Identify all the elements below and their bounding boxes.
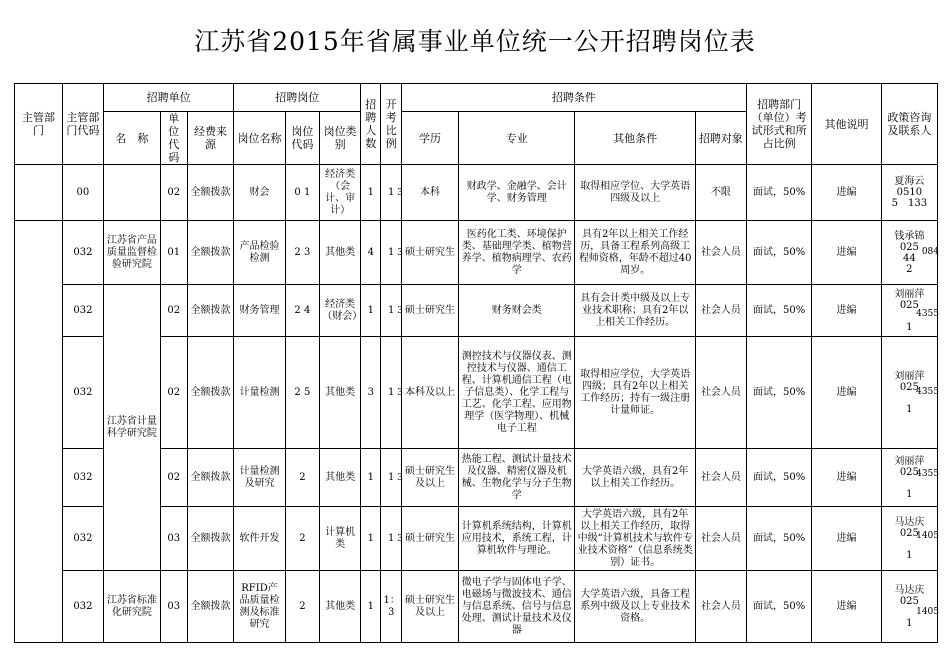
contact-name: 钱承锦: [894, 230, 925, 242]
header-dept: 主管部门: [15, 84, 63, 165]
header-exam: 招聘部门（单位）考试形式和所占比例: [746, 84, 811, 165]
major-cell: 热能工程、测试计量技术及仪器、精密仪器及机械、生物化学与分子生物学: [459, 449, 575, 507]
header-unit-name: 名 称: [103, 112, 160, 165]
major-cell: 财务财会类: [459, 285, 575, 337]
other-cond-cell: 取得相应学位，大学英语四级；具有2年以上相关工作经历；持有一级注册计量师证。: [575, 337, 695, 449]
header-contact: 政策咨询及联系人: [881, 84, 937, 165]
unit-code-cell: 03: [160, 571, 187, 643]
funding-cell: 全额拨款: [187, 571, 234, 643]
post-type-cell: 其他类: [320, 221, 361, 285]
contact-cell: [881, 449, 937, 507]
funding-cell: 全额拨款: [187, 165, 234, 221]
count-cell: 1: [361, 285, 381, 337]
target-cell: 社会人员: [695, 337, 746, 449]
education-cell: 硕士研究生及以上: [401, 449, 458, 507]
contact-cell: [881, 221, 937, 285]
dept-code-cell: 032: [62, 221, 103, 285]
notes-cell: 进编: [812, 221, 881, 285]
dept-code-cell: 032: [62, 507, 103, 571]
funding-cell: 全额拨款: [187, 221, 234, 285]
target-cell: 社会人员: [695, 507, 746, 571]
header-funding: 经费来源: [187, 112, 234, 165]
post-name-cell: 产品检验检测: [234, 221, 285, 285]
contact-cell: [881, 507, 937, 571]
contact-extension: 2: [906, 263, 913, 275]
exam-cell: 面试，50%: [746, 449, 811, 507]
post-name-cell: 财务管理: [234, 285, 285, 337]
unit-code-cell: 02: [160, 337, 187, 449]
major-cell: 医药化工类、环境保护类、基础理学类、植物营养学、植物病理学、农药学: [459, 221, 575, 285]
count-cell: 1: [361, 507, 381, 571]
contact-area: 025: [899, 466, 919, 478]
funding-cell: 全额拨款: [187, 337, 234, 449]
unit-name-cell: 江苏省产品质量监督检验研究院: [103, 221, 160, 285]
header-education: 学历: [401, 112, 458, 165]
ratio-cell: [381, 449, 401, 507]
post-code-cell: 2: [285, 507, 320, 571]
ratio-overflow: 3: [397, 248, 403, 258]
header-post-group: 招聘岗位: [234, 84, 361, 112]
post-type-cell: 其他类: [320, 449, 361, 507]
header-count: 招聘人数: [361, 84, 381, 165]
header-ratio: 开考比例: [381, 84, 401, 165]
header-post-type: 岗位类别: [320, 112, 361, 165]
count-cell: 3: [361, 337, 381, 449]
contact-overflow: 4355: [916, 387, 939, 397]
header-target: 招聘对象: [695, 112, 746, 165]
ratio-value: 1: [388, 471, 395, 483]
count-cell: 1: [361, 449, 381, 507]
target-cell: 社会人员: [695, 285, 746, 337]
dept-code-cell: 032: [62, 285, 103, 337]
contact-name: 马达庆: [894, 516, 925, 528]
contact-number: 1: [906, 549, 913, 561]
contact-area: 025: [899, 527, 919, 539]
dept-code-cell: 032: [62, 571, 103, 643]
funding-cell: 全额拨款: [187, 507, 234, 571]
contact-area: 025: [899, 595, 919, 607]
exam-cell: 面试，50%: [746, 507, 811, 571]
table-row: [15, 221, 938, 285]
dept-cell: [15, 165, 63, 221]
ratio-cell: [381, 221, 401, 285]
ratio-overflow: 3: [397, 306, 403, 316]
major-cell: 财政学、金融学、会计学、财务管理: [459, 165, 575, 221]
header-post-name: 岗位名称: [234, 112, 285, 165]
contact-area: 025: [899, 299, 919, 311]
post-code-cell: 2 5: [285, 337, 320, 449]
exam-cell: 面试，50%: [746, 285, 811, 337]
post-code-cell: 2 4: [285, 285, 320, 337]
header-unit-group: 招聘单位: [103, 84, 234, 112]
post-code-cell: 0 1: [285, 165, 320, 221]
contact-overflow: 084: [921, 247, 939, 257]
contact-number: 5 133: [891, 198, 928, 209]
ratio-cell: [381, 165, 401, 221]
contact-name: 刘丽萍: [894, 370, 925, 382]
post-code-cell: 2: [285, 449, 320, 507]
notes-cell: 进编: [812, 337, 881, 449]
education-cell: 硕士研究生及以上: [401, 571, 458, 643]
unit-code-cell: 01: [160, 221, 187, 285]
target-cell: 社会人员: [695, 449, 746, 507]
contact-overflow: 4355: [916, 469, 939, 479]
major-cell: 计算机系统结构，计算机应用技术，系统工程，计算机软件与理论。: [459, 507, 575, 571]
ratio-overflow: 3: [397, 388, 403, 398]
contact-name: 刘丽萍: [894, 288, 925, 300]
education-cell: 硕士研究生: [401, 285, 458, 337]
post-type-cell: 经济类（财会）: [320, 285, 361, 337]
contact-area: 025: [899, 241, 919, 253]
recruitment-table: [14, 83, 938, 643]
contact-number: 1: [906, 403, 913, 415]
post-name-cell: 财会: [234, 165, 285, 221]
dept-cell: [15, 221, 63, 643]
contact-cell: [881, 571, 937, 643]
contact-number: 1: [906, 488, 913, 500]
ratio-cell: [381, 337, 401, 449]
funding-cell: 全额拨款: [187, 449, 234, 507]
count-cell: 4: [361, 221, 381, 285]
education-cell: 硕士研究生: [401, 507, 458, 571]
notes-cell: 进编: [812, 571, 881, 643]
unit-name-cell: 江苏省标准化研究院: [103, 571, 160, 643]
major-cell: 微电子学与固体电子学、电磁场与微波技术、通信与信息系统、信号与信息处理、测试计量技术及仪器: [459, 571, 575, 643]
contact-area: 0510: [896, 187, 923, 198]
count-cell: 1: [361, 571, 381, 643]
ratio-value: 1: [388, 186, 395, 198]
header-other-cond: 其他条件: [575, 112, 695, 165]
ratio-overflow: 3: [397, 473, 403, 483]
other-cond-cell: 具有2年以上相关工作经历，具备工程系列高级工程师资格，年龄不超过40周岁。: [575, 221, 695, 285]
post-type-cell: 经济类（会计、审计）: [320, 165, 361, 221]
header-major: 专业: [459, 112, 575, 165]
notes-cell: 进编: [812, 449, 881, 507]
other-cond-cell: 大学英语六级，具备工程系列中级及以上专业技术资格。: [575, 571, 695, 643]
table-row: [15, 571, 938, 643]
contact-name: 马达庆: [894, 584, 925, 596]
contact-overflow: 1405: [916, 531, 939, 541]
contact-cell: [881, 285, 937, 337]
page-title: 江苏省2015年省属事业单位统一公开招聘岗位表: [194, 27, 756, 56]
other-cond-cell: 具有会计类中级及以上专业技术职称；具有2年以上相关工作经历。: [575, 285, 695, 337]
contact-overflow: 1405: [916, 607, 939, 617]
unit-name-cell: [103, 165, 160, 221]
ratio-overflow: 3: [397, 188, 403, 198]
other-cond-cell: 取得相应学位、大学英语四级及以上: [575, 165, 695, 221]
dept-code-cell: 00: [62, 165, 103, 221]
other-cond-cell: 大学英语六级，具有2年以上相关工作经历，取得中级“计算机技术与软件专业技术资格”（信息系统类别）证书。: [575, 507, 695, 571]
ratio-value: 1: [388, 532, 395, 544]
header-row-1: [15, 84, 938, 112]
notes-cell: 进编: [812, 165, 881, 221]
exam-cell: 面试，50%: [746, 221, 811, 285]
header-cond-group: 招聘条件: [401, 84, 746, 112]
target-cell: 社会人员: [695, 571, 746, 643]
notes-cell: 进编: [812, 507, 881, 571]
header-unit-code: 单位代码: [160, 112, 187, 165]
target-cell: 不限: [695, 165, 746, 221]
ratio-value: 1: [388, 246, 395, 258]
contact-number: 1: [906, 321, 913, 333]
post-name-cell: 软件开发: [234, 507, 285, 571]
unit-name-cell: 江苏省计量科学研究院: [103, 285, 160, 571]
exam-cell: 面试，50%: [746, 337, 811, 449]
education-cell: 本科: [401, 165, 458, 221]
exam-cell: 面试，50%: [746, 571, 811, 643]
unit-code-cell: 03: [160, 507, 187, 571]
exam-cell: 面试，50%: [746, 165, 811, 221]
post-name-cell: 计量检测及研究: [234, 449, 285, 507]
dept-code-cell: 032: [62, 337, 103, 449]
contact-name: 夏海云: [894, 176, 925, 187]
post-name-cell: 计量检测: [234, 337, 285, 449]
contact-cell: [881, 337, 937, 449]
post-type-cell: 其他类: [320, 571, 361, 643]
dept-code-cell: 032: [62, 449, 103, 507]
contact-number: 44: [902, 252, 916, 264]
contact-overflow: 4355: [916, 309, 939, 319]
unit-code-cell: 02: [160, 165, 187, 221]
header-notes: 其他说明: [812, 84, 881, 165]
post-type-cell: 其他类: [320, 337, 361, 449]
header-post-code: 岗位代码: [285, 112, 320, 165]
education-cell: 本科及以上: [401, 337, 458, 449]
table-row: [15, 165, 938, 221]
contact-area: 025: [899, 381, 919, 393]
count-cell: 1: [361, 165, 381, 221]
contact-cell: [881, 165, 937, 221]
post-name-cell: RFID产品质量检测及标准研究: [234, 571, 285, 643]
ratio-value: 1: [388, 386, 395, 398]
funding-cell: 全额拨款: [187, 285, 234, 337]
other-cond-cell: 大学英语六级，具有2年以上相关工作经历。: [575, 449, 695, 507]
unit-code-cell: 02: [160, 449, 187, 507]
contact-name: 刘丽萍: [894, 455, 925, 467]
post-code-cell: 2 3: [285, 221, 320, 285]
major-cell: 测控技术与仪器仪表、测控技术与仪器、通信工程、计算机通信工程（电子信息类）、化学工程与工艺、化学工程、应用物理学（医学物理）、机械电子工程: [459, 337, 575, 449]
table-row: [15, 285, 938, 337]
contact-number: 1: [906, 617, 913, 629]
ratio-overflow: 3: [397, 534, 403, 544]
unit-code-cell: 02: [160, 285, 187, 337]
target-cell: 社会人员: [695, 221, 746, 285]
notes-cell: 进编: [812, 285, 881, 337]
ratio-value: 1: [388, 304, 395, 316]
header-dept-code: 主管部门代码: [62, 84, 103, 165]
post-code-cell: 2: [285, 571, 320, 643]
ratio-cell: 1：3: [381, 571, 401, 643]
education-cell: 硕士研究生: [401, 221, 458, 285]
ratio-cell: [381, 285, 401, 337]
ratio-cell: [381, 507, 401, 571]
post-type-cell: 计算机类: [320, 507, 361, 571]
